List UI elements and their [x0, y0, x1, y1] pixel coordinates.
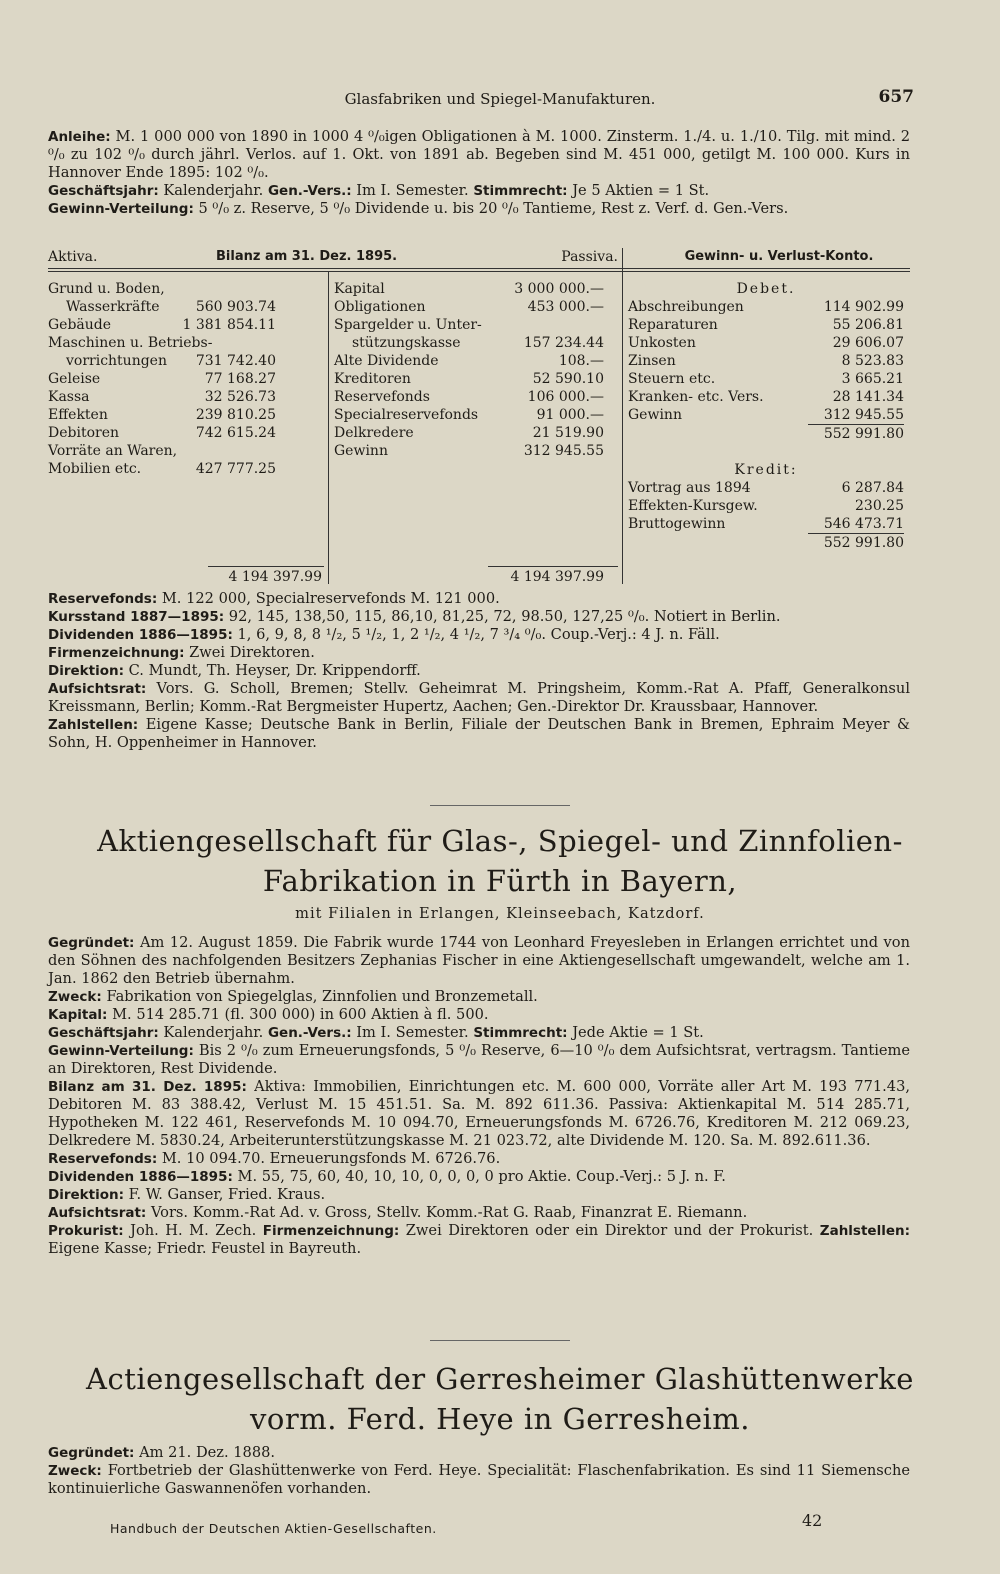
passiva-row	[334, 388, 604, 406]
column-divider-2	[622, 248, 623, 584]
kredit-value: 230.25	[855, 498, 904, 514]
company2-title-line1: Aktiengesellschaft für Glas-, Spiegel- und Zinnfolien-	[97, 824, 903, 858]
aktiva-label: Geleise	[48, 371, 101, 387]
section2-body	[48, 934, 910, 1258]
debet-label: Reparaturen	[628, 317, 718, 333]
prokurist-paragraph: Prokurist: Joh. H. M. Zech. Firmenzeichnung: Zwei Direktoren oder ein Direktor und der Prokurist. Zahlstellen: Eigene Kasse; Friedr. Feustel in Bayreuth.	[48, 1222, 910, 1257]
section-separator-2	[430, 1340, 570, 1341]
passiva-label: Reservefonds	[334, 389, 430, 405]
dividenden2-paragraph: Dividenden 1886—1895: M. 55, 75, 60, 40, 10, 10, 0, 0, 0, 0 pro Aktie. Coup.-Verj.: 5 J. n. F.	[48, 1168, 726, 1185]
reservefonds-paragraph: Reservefonds: M. 122 000, Specialreservefonds M. 121 000.	[48, 590, 500, 607]
debet-label: Abschreibungen	[628, 299, 744, 315]
passiva-label: Gewinn	[334, 443, 388, 459]
aktiva-label: Effekten	[48, 407, 108, 423]
aktiva-label: Aktiva.	[48, 249, 98, 265]
debet-value: 8 523.83	[841, 353, 904, 369]
passiva-row	[334, 370, 604, 388]
aktiva-row	[48, 352, 276, 370]
aktiva-row	[48, 298, 276, 316]
anleihe-paragraph: Anleihe: M. 1 000 000 von 1890 in 1000 4 ⁰/₀igen Obligationen à M. 1000. Zinsterm. 1./4. u. 1./10. Tilg. mit mind. 2 ⁰/₀ zu 102 ⁰/₀ durch jährl. Verlos. auf 1. Okt. von 1891 ab. Begeben sind M. 451 000, getilgt M. 100 000. Kurs in Hannover Ende 1895: 102 ⁰/₀.	[48, 128, 911, 181]
passiva-row	[334, 424, 604, 442]
debet-value: 29 606.07	[832, 335, 904, 351]
passiva-row	[334, 316, 604, 334]
debet-label: Gewinn	[628, 407, 682, 423]
aktiva-label: Mobilien etc.	[48, 461, 142, 477]
gv-column	[628, 280, 904, 552]
aktiva-row	[48, 388, 276, 406]
aktiva-value: 427 777.25	[195, 461, 276, 477]
kredit-total: 552 991.80	[808, 533, 904, 552]
kredit-label: Bruttogewinn	[628, 516, 726, 532]
spacer	[628, 443, 904, 461]
aktiva-row	[48, 316, 276, 334]
aktiva-row	[48, 406, 276, 424]
book-footer: Handbuch der Deutschen Aktien-Gesellschaften.	[110, 1521, 437, 1536]
debet-label: Kranken- etc. Vers.	[628, 389, 764, 405]
passiva-label: Spargelder u. Unter-	[334, 317, 482, 333]
balance-title: Bilanz am 31. Dez. 1895.	[216, 249, 398, 264]
debet-label: Zinsen	[628, 353, 676, 369]
section1-intro	[48, 128, 910, 218]
debet-value: 28 141.34	[832, 389, 904, 405]
passiva-label: Obligationen	[334, 299, 426, 315]
aktiva-label: Vorräte an Waren,	[48, 443, 178, 459]
passiva-row	[334, 442, 604, 460]
aktiva-total: 4 194 397.99	[228, 569, 322, 585]
kapital-paragraph: Kapital: M. 514 285.71 (fl. 300 000) in 600 Aktien à fl. 500.	[48, 1006, 489, 1023]
kredit-row	[628, 515, 904, 533]
debet-row	[628, 298, 904, 316]
passiva-label: Kapital	[334, 281, 385, 297]
company3-title-line2: vorm. Ferd. Heye in Gerresheim.	[249, 1402, 751, 1436]
kredit-value: 546 473.71	[823, 516, 904, 532]
aktiva-value: 560 903.74	[195, 299, 276, 315]
geschaeftsjahr-paragraph: Geschäftsjahr: Kalenderjahr. Gen.-Vers.: Im I. Semester. Stimmrecht: Je 5 Aktien = 1 St.	[48, 182, 710, 199]
section3-body	[48, 1444, 910, 1498]
gegruendet3-paragraph: Gegründet: Am 21. Dez. 1888.	[48, 1444, 276, 1461]
kredit-label: Kredit:	[734, 462, 798, 478]
aktiva-row	[48, 460, 276, 478]
gegruendet-paragraph: Gegründet: Am 12. August 1859. Die Fabrik wurde 1744 von Leonhard Freyesleben in Erlangen errichtet und von den Söhnen des nachfolgenden Besitzers Zephanias Fischer in eine Aktiengesellschaft umgewandelt, welche am 1. Jan. 1862 den Betrieb übernahm.	[48, 934, 910, 987]
gv-title: Gewinn- u. Verlust-Konto.	[684, 249, 874, 264]
gewinnverteilung2-paragraph: Gewinn-Verteilung: Bis 2 ⁰/₀ zum Erneuerungsfonds, 5 ⁰/₀ Reserve, 6—10 ⁰/₀ dem Aufsichtsrat, vertragsm. Tantieme an Direktoren, Rest Dividende.	[48, 1042, 910, 1077]
debet-total: 552 991.80	[808, 424, 904, 443]
passiva-row	[334, 352, 604, 370]
passiva-value: 91 000.—	[536, 407, 604, 423]
aktiva-label: vorrichtungen	[66, 353, 167, 369]
aufsichtsrat2-paragraph: Aufsichtsrat: Vors. Komm.-Rat Ad. v. Gross, Stellv. Komm.-Rat G. Raab, Finanzrat E. Riemann.	[48, 1204, 748, 1221]
geschaeftsjahr2-paragraph: Geschäftsjahr: Kalenderjahr. Gen.-Vers.: Im I. Semester. Stimmrecht: Jede Aktie = 1 St.	[48, 1024, 704, 1041]
direktion-paragraph: Direktion: C. Mundt, Th. Heyser, Dr. Krippendorff.	[48, 662, 421, 679]
passiva-label: Kreditoren	[334, 371, 411, 387]
debet-value: 3 665.21	[841, 371, 904, 387]
aktiva-label: Maschinen u. Betriebs-	[48, 335, 213, 351]
bilanz2-paragraph: Bilanz am 31. Dez. 1895: Aktiva: Immobilien, Einrichtungen etc. M. 600 000, Vorräte aller Art M. 193 771.43, Debitoren M. 83 388.42, Verlust M. 15 451.51. Sa. M. 892 611.36. Passiva: Aktienkapital M. 514 285.71, Hypotheken M. 122 461, Reservefonds M. 10 094.70, Erneuerungsfonds M. 6726.76, Kreditoren M. 212 069.23, Delkredere M. 5830.24, Arbeiterunterstützungskasse M. 21 023.72, alte Dividende M. 120. Sa. M. 892.611.36.	[48, 1078, 910, 1149]
passiva-row	[334, 280, 604, 298]
aktiva-label: Wasserkräfte	[66, 299, 160, 315]
passiva-value: 453 000.—	[527, 299, 604, 315]
kredit-row	[628, 479, 904, 497]
aktiva-label: Gebäude	[48, 317, 112, 333]
column-divider-1	[328, 272, 329, 584]
zahlstellen-paragraph: Zahlstellen: Eigene Kasse; Deutsche Bank in Berlin, Filiale der Deutschen Bank in Bremen, Ephraim Meyer & Sohn, H. Oppenheimer in Hannover.	[48, 716, 911, 751]
dividenden-paragraph: Dividenden 1886—1895: 1, 6, 9, 8, 8 ¹/₂, 5 ¹/₂, 1, 2 ¹/₂, 4 ¹/₂, 7 ³/₄ ⁰/₀. Coup.-Verj.: 4 J. n. Fäll.	[48, 626, 720, 643]
debet-row	[628, 406, 904, 424]
debet-value: 114 902.99	[823, 299, 904, 315]
passiva-column	[334, 280, 604, 460]
kredit-row	[628, 497, 904, 515]
passiva-value: 157 234.44	[523, 335, 604, 351]
aktiva-row	[48, 334, 276, 352]
gewinnverteilung-paragraph: Gewinn-Verteilung: 5 ⁰/₀ z. Reserve, 5 ⁰/₀ Dividende u. bis 20 ⁰/₀ Tantieme, Rest z. Verf. d. Gen.-Vers.	[48, 200, 789, 217]
aktiva-value: 239 810.25	[195, 407, 276, 423]
passiva-label: Passiva.	[561, 249, 618, 265]
debet-label: Unkosten	[628, 335, 696, 351]
aktiva-label: Grund u. Boden,	[48, 281, 165, 297]
kredit-value: 6 287.84	[841, 480, 904, 496]
balance-sheet	[48, 248, 910, 588]
passiva-row	[334, 334, 604, 352]
firmenzeichnung-paragraph: Firmenzeichnung: Zwei Direktoren.	[48, 644, 315, 661]
aktiva-value: 32 526.73	[204, 389, 276, 405]
aktiva-value: 1 381 854.11	[182, 317, 276, 333]
debet-row	[628, 316, 904, 334]
passiva-row	[334, 406, 604, 424]
passiva-value: 106 000.—	[527, 389, 604, 405]
passiva-label: Specialreservefonds	[334, 407, 479, 423]
passiva-value: 3 000 000.—	[514, 281, 604, 297]
debet-label: Debet.	[736, 281, 796, 297]
passiva-label: Alte Dividende	[334, 353, 439, 369]
debet-row	[628, 334, 904, 352]
kursstand-paragraph: Kursstand 1887—1895: 92, 145, 138,50, 115, 86,10, 81,25, 72, 98.50, 127,25 ⁰/₀. Notiert in Berlin.	[48, 608, 781, 625]
passiva-value: 312 945.55	[523, 443, 604, 459]
aktiva-total-rule	[208, 566, 324, 567]
header-rule-2	[48, 271, 910, 272]
aktiva-row	[48, 280, 276, 298]
kredit-label: Vortrag aus 1894	[628, 480, 751, 496]
passiva-value: 108.—	[558, 353, 604, 369]
running-header: Glasfabriken und Spiegel-Manufakturen.	[344, 90, 656, 108]
aktiva-label: Debitoren	[48, 425, 119, 441]
debet-value: 312 945.55	[823, 407, 904, 423]
header-rule	[48, 268, 910, 269]
aktiva-value: 742 615.24	[195, 425, 276, 441]
passiva-total-rule	[488, 566, 618, 567]
direktion2-paragraph: Direktion: F. W. Ganser, Fried. Kraus.	[48, 1186, 326, 1203]
section-separator-1	[430, 805, 570, 806]
debet-row	[628, 352, 904, 370]
company2-title-line2: Fabrikation in Fürth in Bayern,	[262, 864, 738, 898]
passiva-total: 4 194 397.99	[510, 569, 604, 585]
section1-details	[48, 590, 910, 752]
company2-subtitle: mit Filialen in Erlangen, Kleinseebach, Katzdorf.	[295, 905, 705, 922]
passiva-label: Delkredere	[334, 425, 414, 441]
aufsichtsrat-paragraph: Aufsichtsrat: Vors. G. Scholl, Bremen; Stellv. Geheimrat M. Pringsheim, Komm.-Rat A. Pfaff, Generalkonsul Kreissmann, Berlin; Komm.-Rat Bergmeister Hupertz, Aachen; Gen.-Direktor Dr. Kraussbaar, Hannover.	[48, 680, 910, 715]
aktiva-column	[48, 280, 276, 478]
debet-value: 55 206.81	[832, 317, 904, 333]
passiva-label: stützungskasse	[352, 335, 461, 351]
debet-label: Steuern etc.	[628, 371, 716, 387]
reservefonds2-paragraph: Reservefonds: M. 10 094.70. Erneuerungsfonds M. 6726.76.	[48, 1150, 501, 1167]
company3-title-line1: Actiengesellschaft der Gerresheimer Glashüttenwerke	[86, 1362, 914, 1396]
aktiva-value: 731 742.40	[195, 353, 276, 369]
passiva-value: 52 590.10	[532, 371, 604, 387]
aktiva-value: 77 168.27	[204, 371, 276, 387]
passiva-row	[334, 298, 604, 316]
aktiva-row	[48, 442, 276, 460]
aktiva-label: Kassa	[48, 389, 90, 405]
zweck-paragraph: Zweck: Fabrikation von Spiegelglas, Zinnfolien und Bronzemetall.	[48, 988, 538, 1005]
debet-row	[628, 388, 904, 406]
zweck3-paragraph: Zweck: Fortbetrieb der Glashüttenwerke von Ferd. Heye. Specialität: Flaschenfabrikation. Es sind 11 Siemensche kontinuierliche Gaswannenöfen vorhanden.	[48, 1462, 910, 1497]
kredit-label: Effekten-Kursgew.	[628, 498, 758, 514]
passiva-value: 21 519.90	[532, 425, 604, 441]
aktiva-row	[48, 370, 276, 388]
signature-mark: 42	[802, 1511, 823, 1530]
page-number: 657	[878, 87, 914, 107]
aktiva-row	[48, 424, 276, 442]
debet-row	[628, 370, 904, 388]
